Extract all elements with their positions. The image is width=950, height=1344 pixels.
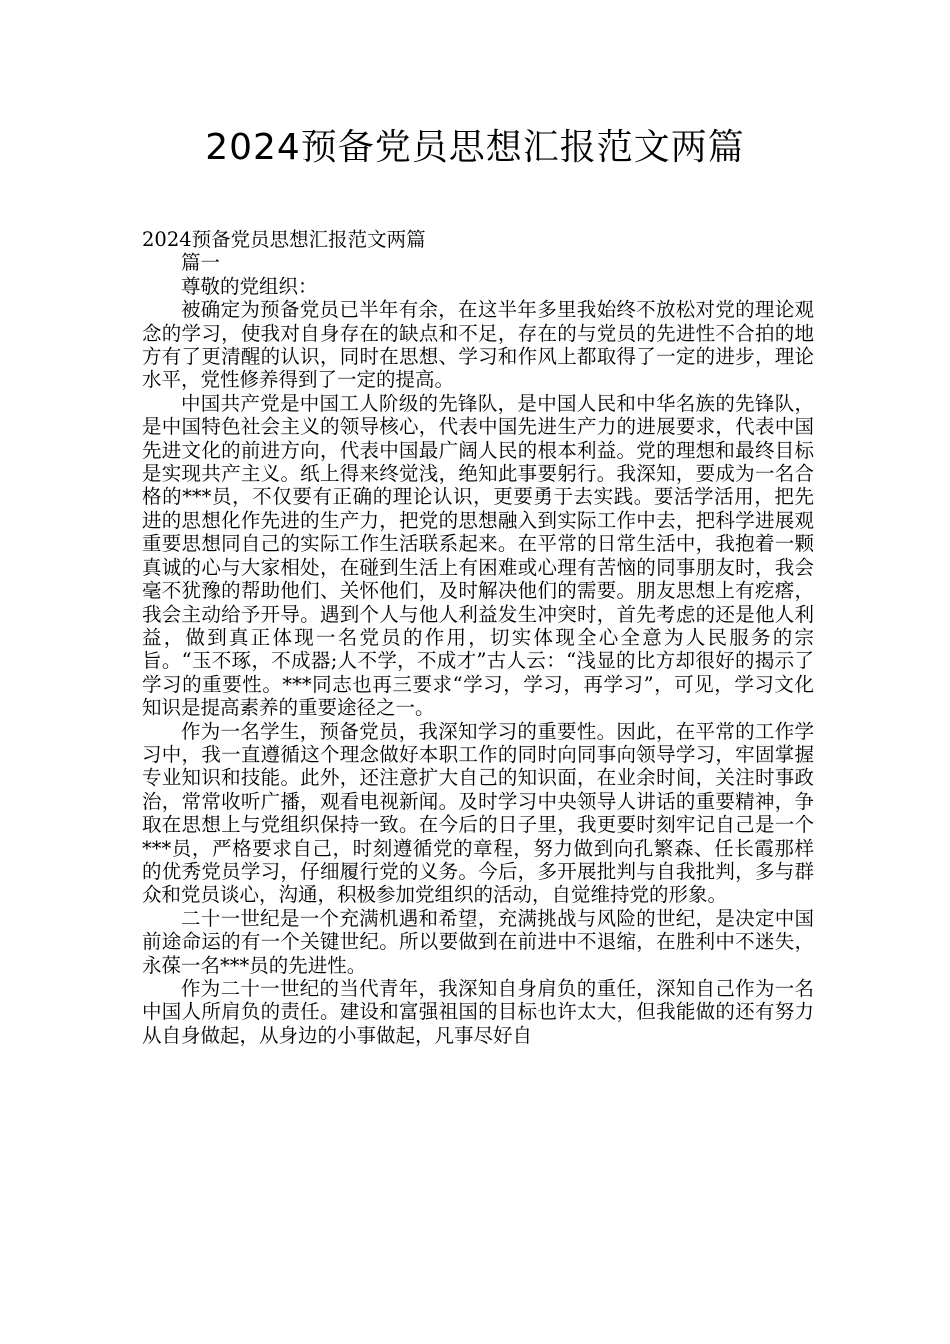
paragraph: 作为二十一世纪的当代青年，我深知自身肩负的重任，深知自己作为一名中国人所肩负的责任。建设和富强祖国的目标也许太大，但我能做的还有努力从自身做起，从身边的小事做起，凡事尽好自 [142, 977, 814, 1047]
section-label: 篇一 [181, 251, 221, 275]
document-subtitle: 2024预备党员思想汇报范文两篇 [142, 228, 426, 251]
salutation: 尊敬的党组织： [181, 274, 318, 298]
paragraph: 作为一名学生，预备党员，我深知学习的重要性。因此，在平常的工作学习中，我一直遵循这个理念做好本职工作的同时向同事向领导学习，牢固掌握专业知识和技能。此外，还注意扩大自己的知识面，在业余时间，关注时事政治，常常收听广播，观看电视新闻。及时学习中央领导人讲话的重要精神，争取在思想上与党组织保持一致。在今后的日子里，我更要时刻牢记自己是一个***员，严格要求自己，时刻遵循党的章程，努力做到向孔繁森、任长霞那样的优秀党员学习，仔细履行党的义务。今后，多开展批判与自我批判，多与群众和党员谈心，沟通，积极参加党组织的活动，自觉维持党的形象。 [142, 719, 814, 907]
paragraph: 被确定为预备党员已半年有余，在这半年多里我始终不放松对党的理论观念的学习，使我对自身存在的缺点和不足，存在的与党员的先进性不合拍的地方有了更清醒的认识，同时在思想、学习和作风上都取得了一定的进步，理论水平，党性修养得到了一定的提高。 [142, 298, 814, 392]
paragraph: 中国共产党是中国工人阶级的先锋队，是中国人民和中华名族的先锋队，是中国特色社会主义的领导核心，代表中国先进生产力的进展要求，代表中国先进文化的前进方向，代表中国最广阔人民的根本利益。党的理想和最终目标是实现共产主义。纸上得来终觉浅，绝知此事要躬行。我深知，要成为一名合格的***员，不仅要有正确的理论认识，更要勇于去实践。要活学活用，把先进的思想化作先进的生产力，把党的思想融入到实际工作中去，把科学进展观重要思想同自己的实际工作生活联系起来。在平常的日常生活中，我抱着一颗真诚的心与大家相处，在碰到生活上有困难或心理有苦恼的同事朋友时，我会毫不犹豫的帮助他们、关怀他们，及时解决他们的需要。朋友思想上有疙瘩，我会主动给予开导。遇到个人与他人利益发生冲突时，首先考虑的还是他人利益，做到真正体现一名党员的作用，切实体现全心全意为人民服务的宗旨。“玉不琢，不成器;人不学，不成才”古人云：“浅显的比方却很好的揭示了学习的重要性。***同志也再三要求“学习，学习，再学习”，可见，学习文化知识是提高素养的重要途径之一。 [142, 391, 814, 720]
paragraph: 二十一世纪是一个充满机遇和希望，充满挑战与风险的世纪，是决定中国前途命运的有一个关键世纪。所以要做到在前进中不退缩，在胜利中不迷失，永葆一名***员的先进性。 [142, 906, 814, 977]
document-title: 2024预备党员思想汇报范文两篇 [205, 127, 745, 168]
document-body [142, 228, 814, 1047]
